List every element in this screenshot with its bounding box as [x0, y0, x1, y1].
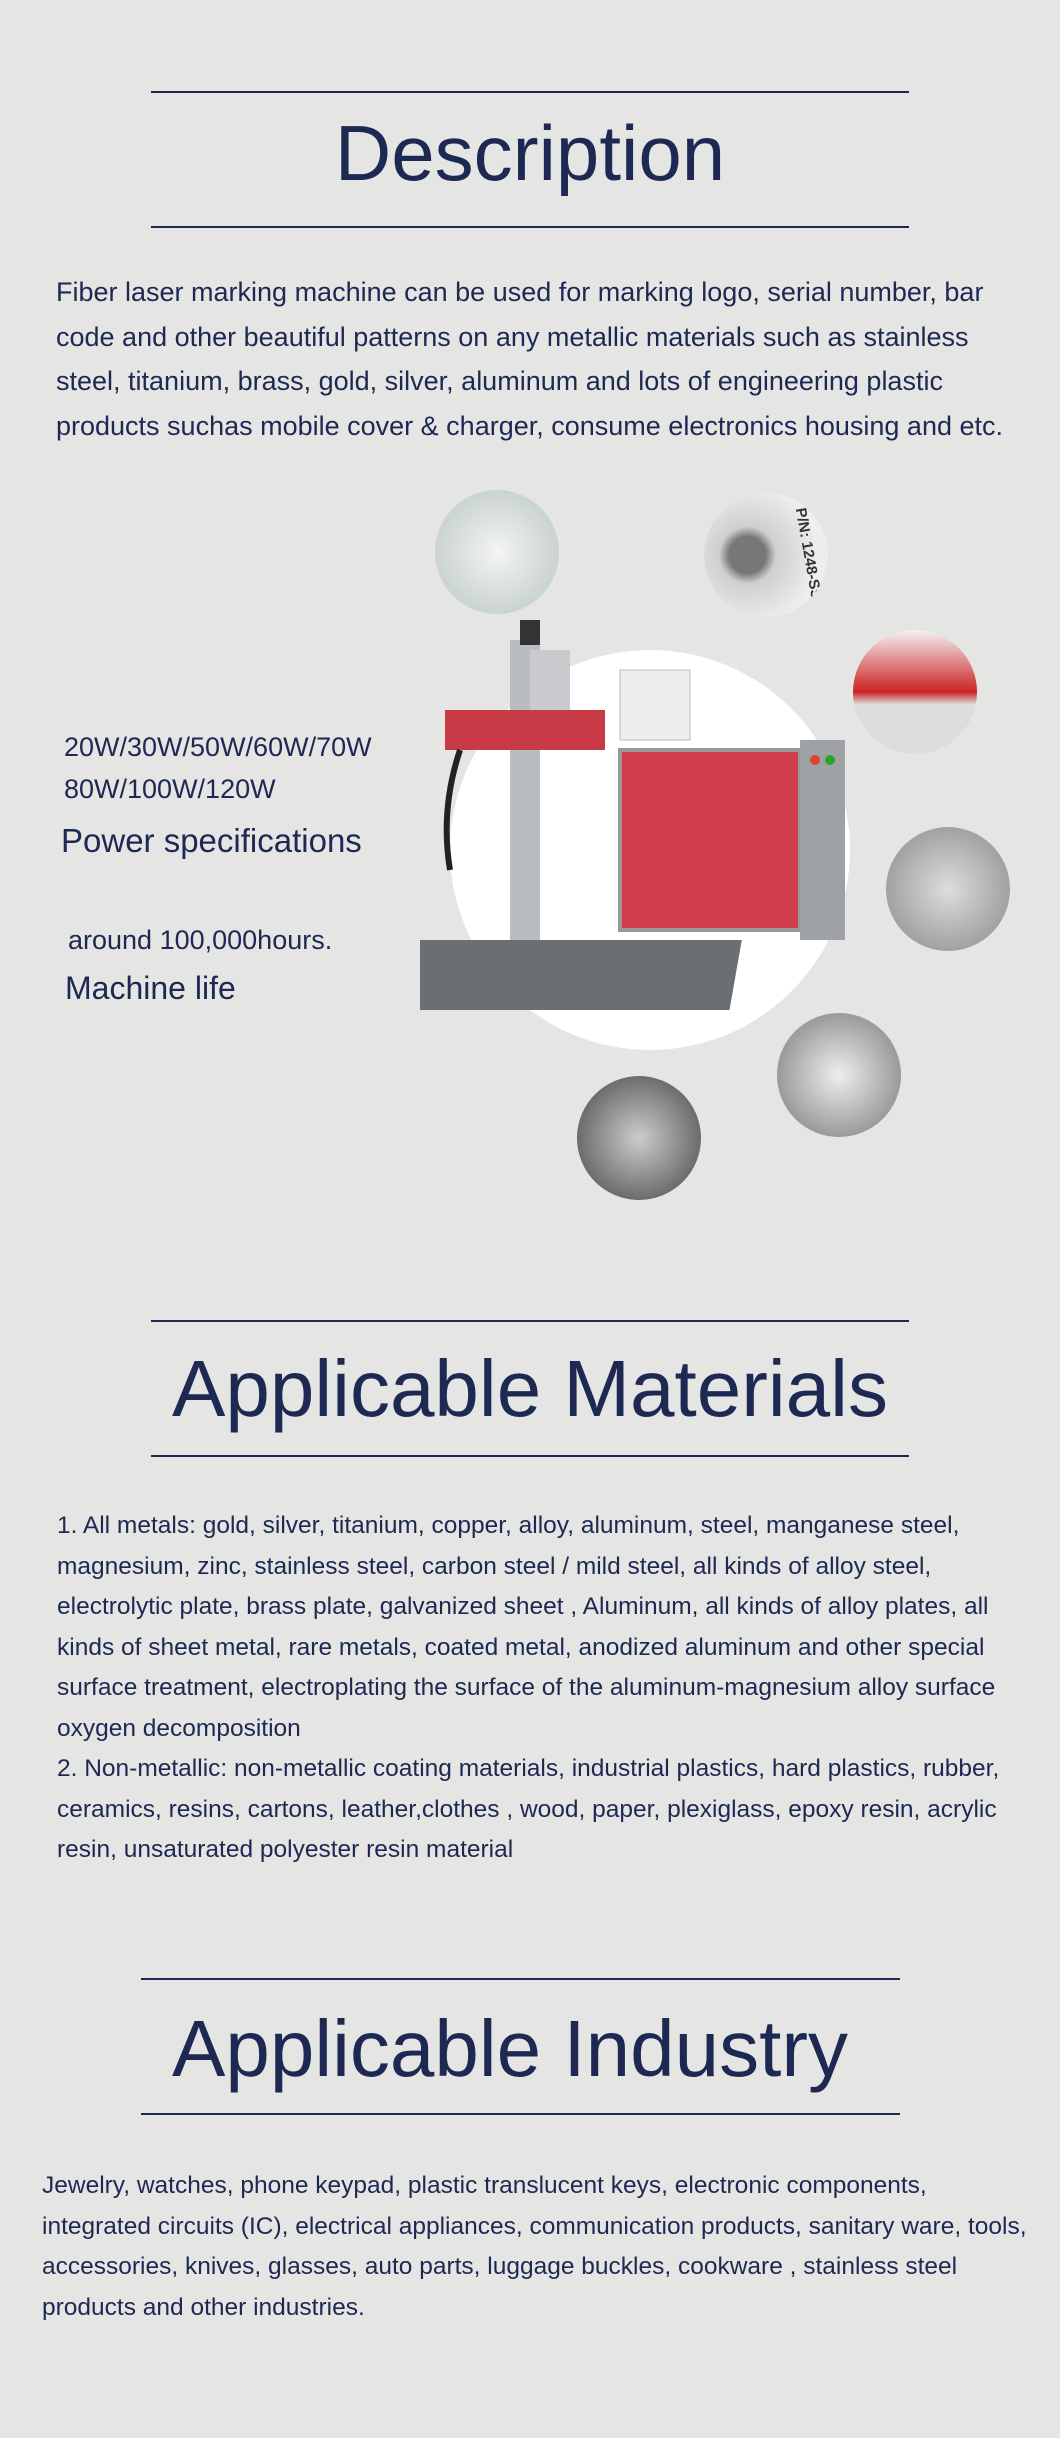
- sample-cups-image: [435, 490, 559, 614]
- sample-lighter-image: [577, 1076, 701, 1200]
- materials-text: 1. All metals: gold, silver, titanium, copper, alloy, aluminum, steel, manganese steel, magnesium, zinc, stainless steel, carbon steel / mild steel, all kinds of alloy steel, electrolytic plate, brass plate, galvanized sheet , Aluminum, all kinds of alloy plates, all kinds of sheet metal, rare metals, coated metal, anodized aluminum and other special surface treatment, electroplating the surface of the aluminum-magnesium alloy surface oxygen decomposition 2. Non-metallic: non-metallic coating materials, industrial plastics, hard plastics, rubber, ceramics, resins, cartons, leather,clothes , wood, paper, plexiglass, epoxy resin, acrylic resin, unsaturated polyester resin material: [57, 1512, 1000, 1863]
- sample-ring-image: [704, 493, 828, 617]
- divider: [151, 91, 909, 93]
- divider: [141, 2113, 900, 2115]
- power-values: [64, 726, 372, 810]
- sample-keychain-image: [777, 1013, 901, 1137]
- power-label: Power specifications: [61, 822, 362, 859]
- divider: [141, 1978, 900, 1980]
- sample-tag-image: [853, 630, 977, 754]
- description-title: Description: [334, 109, 726, 197]
- laser-marking-machine-image: [420, 610, 860, 1050]
- machine-life-label: Machine life: [65, 970, 236, 1006]
- industry-title: Applicable Industry: [172, 2004, 848, 2093]
- divider: [151, 226, 909, 228]
- industry-text: Jewelry, watches, phone keypad, plastic translucent keys, electronic components, integrated circuits (IC), electrical appliances, communication products, sanitary ware, tools, accessories, knives, glasses, auto parts, luggage buckles, cookware , stainless steel products and other industries.: [42, 2172, 1027, 2321]
- sample-ring-text: P/N: 1248-SS: [791, 506, 825, 601]
- machine-life-value: around 100,000hours.: [68, 925, 333, 955]
- power-values-line: 80W/100W/120W: [64, 774, 276, 804]
- divider: [151, 1320, 909, 1322]
- description-text: Fiber laser marking machine can be used for marking logo, serial number, bar code and other beautiful patterns on any metallic materials such as stainless steel, titanium, brass, gold, silver, aluminum and lots of engineering plastic products suchas mobile cover & charger, consume electronics housing and etc.: [56, 277, 1004, 441]
- sample-plate-image: [886, 827, 1010, 951]
- power-values-line: 20W/30W/50W/60W/70W: [64, 732, 372, 762]
- divider: [151, 1455, 909, 1457]
- materials-title: Applicable Materials: [172, 1344, 888, 1433]
